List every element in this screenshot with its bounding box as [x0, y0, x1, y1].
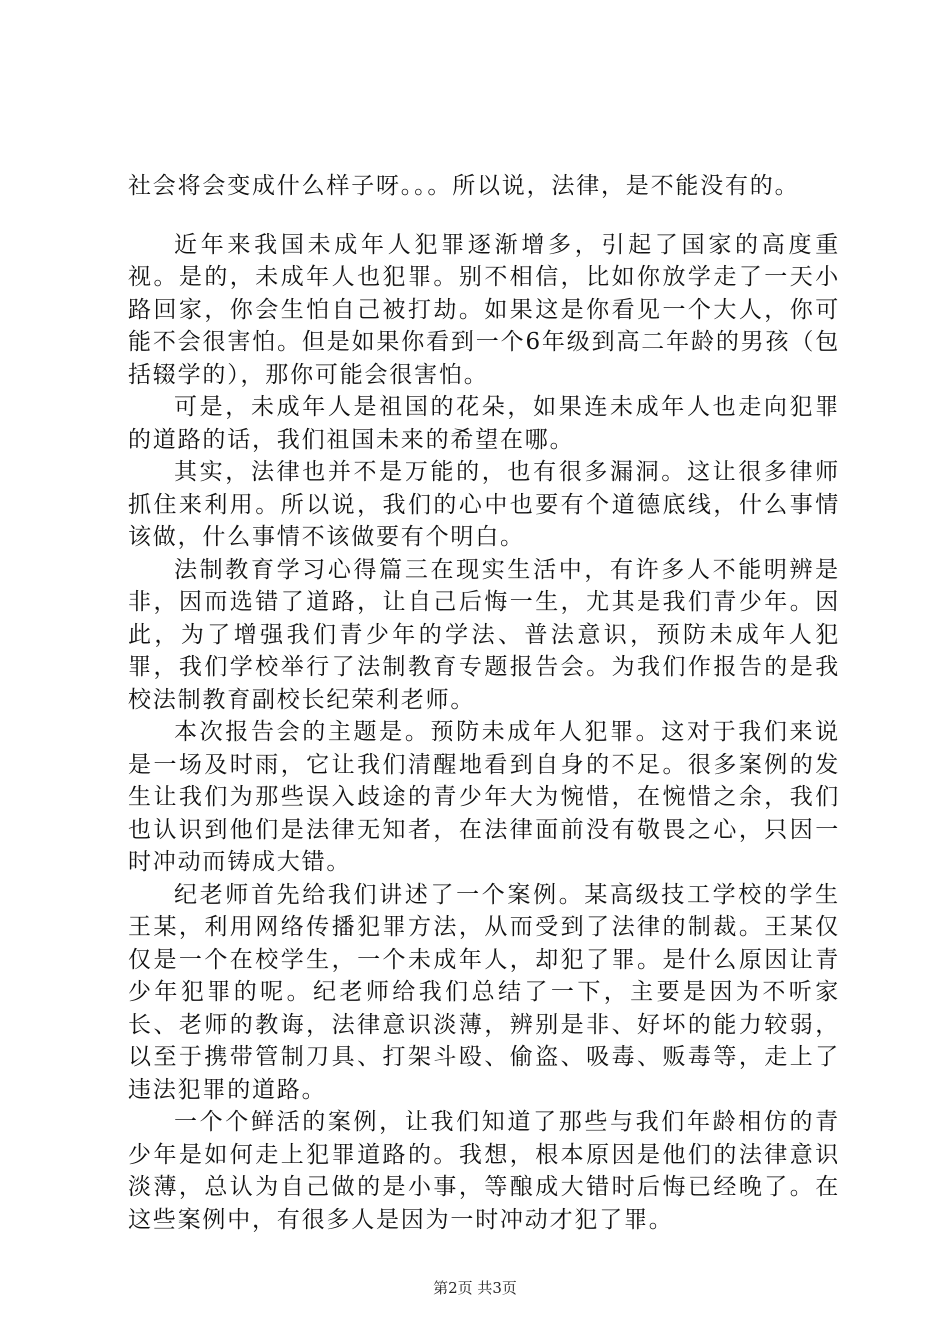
paragraph: 其实，法律也并不是万能的，也有很多漏洞。这让很多律师抓住来利用。所以说，我们的心中也要有个道德底线，什么事情该做，什么事情不该做要有个明白。 — [128, 459, 840, 550]
paragraph-gap — [128, 203, 840, 229]
page-number-footer: 第2页 共3页 — [433, 1279, 517, 1297]
paragraph: 可是，未成年人是祖国的花朵，如果连未成年人也走向犯罪的道路的话，我们祖国未来的希望在哪。 — [128, 394, 840, 453]
paragraph: 一个个鲜活的案例，让我们知道了那些与我们年龄相仿的青少年是如何走上犯罪道路的。我想，根本原因是他们的法律意识淡薄，总认为自己做的是小事，等酿成大错时后悔已经晚了。在这些案例中，有很多人是因为一时冲动才犯了罪。 — [128, 1109, 840, 1233]
paragraph-continuation: 社会将会变成什么样子呀。。。所以说，法律，是不能没有的。 — [128, 173, 800, 199]
paragraph: 法制教育学习心得篇三在现实生活中，有许多人不能明辨是非，因而选错了道路，让自己后悔一生，尤其是我们青少年。因此，为了增强我们青少年的学法、普法意识，预防未成年人犯罪，我们学校举行了法制教育专题报告会。为我们作报告的是我校法制教育副校长纪荣利老师。 — [128, 556, 840, 713]
paragraph: 近年来我国未成年人犯罪逐渐增多，引起了国家的高度重视。是的，未成年人也犯罪。别不相信，比如你放学走了一天小路回家，你会生怕自己被打劫。如果这是你看见一个大人，你可能不会很害怕。但是如果你看到一个6年级到高二年龄的男孩（包括辍学的），那你可能会很害怕。 — [128, 231, 840, 388]
paragraph: 纪老师首先给我们讲述了一个案例。某高级技工学校的学生王某，利用网络传播犯罪方法，从而受到了法律的制裁。王某仅仅是一个在校学生，一个未成年人，却犯了罪。是什么原因让青少年犯罪的呢。纪老师给我们总结了一下，主要是因为不听家长、老师的教诲，法律意识淡薄，辨别是非、好坏的能力较弱，以至于携带管制刀具、打架斗殴、偷盗、吸毒、贩毒等，走上了违法犯罪的道路。 — [128, 881, 840, 1103]
paragraph: 本次报告会的主题是。预防未成年人犯罪。这对于我们来说是一场及时雨，它让我们清醒地看到自身的不足。很多案例的发生让我们为那些误入歧途的青少年大为惋惜，在惋惜之余，我们也认识到他们是法律无知者，在法律面前没有敬畏之心，只因一时冲动而铸成大错。 — [128, 719, 840, 875]
document-body — [128, 170, 840, 1236]
